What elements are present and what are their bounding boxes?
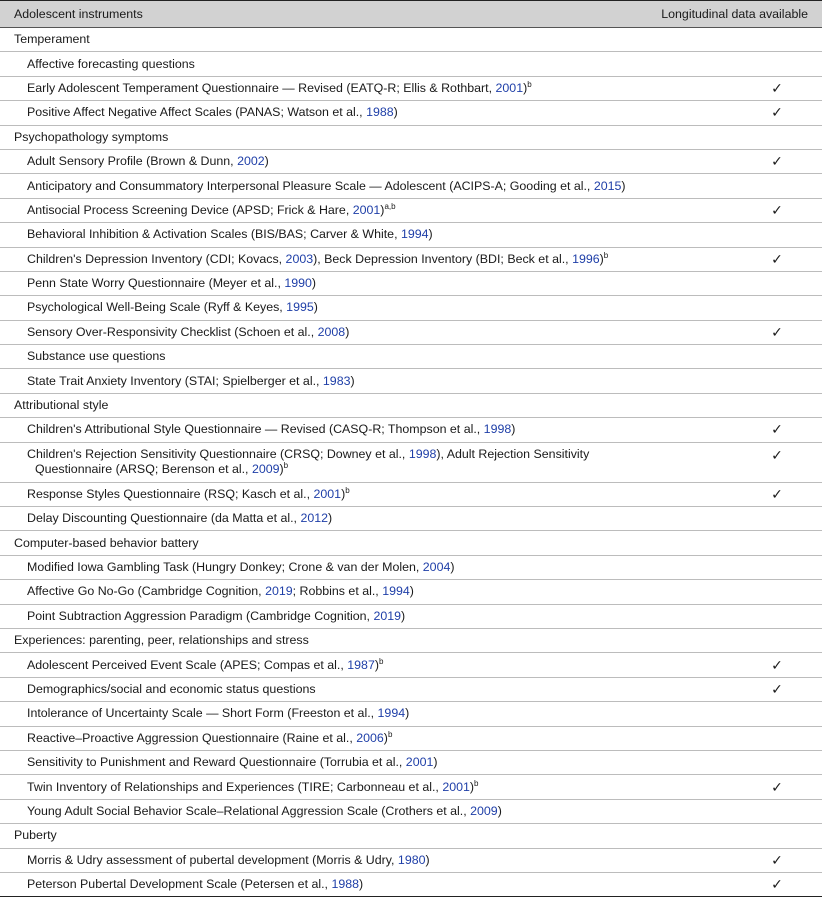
citation-year: 1996 [572,251,600,266]
instrument-row [0,223,822,247]
instrument-text: Modified Iowa Gambling Task (Hungry Donkey; Crone & van der Molen, [27,560,423,574]
instrument-text: ) [497,803,502,818]
instrument-text: Demographics/social and economic status questions [27,681,316,696]
instrument-text: ) [428,227,433,242]
checkmark-icon: ✓ [771,421,783,438]
checkmark-icon: ✓ [771,104,783,121]
footnote-marker: b [603,250,609,260]
instrument-row [0,150,822,174]
category-label: Temperament [14,32,90,47]
instrument-name [27,804,722,819]
citation-year: 2019 [373,608,402,623]
instrument-row [0,556,822,580]
instrument-text: ) [450,560,455,574]
instrument-text: ), Beck Depression Inventory (BDI; Beck et al., [313,251,573,266]
instrument-name [27,349,722,364]
citation-year: 1994 [382,584,410,599]
citation-year: 2003 [285,251,314,266]
instrument-text: Delay Discounting Questionnaire (da Matta et al., [27,511,301,526]
header-longitudinal: Longitudinal data available [661,7,808,21]
instrument-row [0,507,822,531]
instrument-row [0,873,822,897]
instrument-name [27,682,722,697]
instrument-name [27,853,722,868]
footnote-marker: b [283,460,289,470]
instrument-text: Twin Inventory of Relationships and Experiences (TIRE; Carbonneau et al., [27,779,443,794]
instrument-text: Anticipatory and Consummatory Interpersonal Pleasure Scale — Adolescent (ACIPS-A; Gooding et al., [27,178,594,193]
instrument-text: Children's Attributional Style Questionnaire — Revised (CASQ-R; Thompson et al., [27,422,484,437]
instrument-name [27,609,722,624]
instrument-row [0,248,822,272]
instrument-row [0,849,822,873]
instrument-name [27,276,722,291]
citation-year: 1994 [377,706,406,721]
citation-year: 2006 [356,730,384,745]
instrument-text: Positive Affect Negative Affect Scales (PANAS; Watson et al., [27,105,367,120]
citation-year: 1995 [286,300,314,315]
checkmark-icon: ✓ [771,851,783,868]
checkmark-icon: ✓ [771,680,783,697]
checkmark-icon: ✓ [771,485,783,502]
checkmark-icon: ✓ [771,778,783,795]
instrument-row [0,174,822,198]
instrument-name [27,154,722,169]
instrument-text: Questionnaire (ARSQ; Berenson et al., [35,461,252,476]
instrument-text: Early Adolescent Temperament Questionnaire — Revised (EATQ-R; Ellis & Rothbart, [27,80,496,95]
citation-year: 2019 [265,584,293,599]
instrument-row [0,321,822,345]
citation-year: 1980 [397,852,426,867]
footnote-marker: a,b [384,201,396,211]
instrument-text: State Trait Anxiety Inventory (STAI; Spielberger et al., [27,373,323,388]
instrument-text: Adult Sensory Profile (Brown & Dunn, [27,154,238,169]
instrument-name [27,325,722,340]
table-header [0,1,822,28]
instrument-text: ) [433,755,438,770]
instrument-row [0,345,822,369]
instrument-text: Point Subtraction Aggression Paradigm (Cambridge Cognition, [27,608,374,623]
instrument-text: ) [523,80,528,95]
checkmark-icon: ✓ [771,656,783,673]
instrument-name [27,877,722,892]
instrument-text: Behavioral Inhibition & Activation Scales (BIS/BAS; Carver & White, [27,227,401,242]
instrument-text: Affective forecasting questions [27,56,195,71]
checkmark-icon: ✓ [771,446,783,463]
instrument-text: ) [374,657,379,672]
instrument-text: Penn State Worry Questionnaire (Meyer et al., [27,276,285,291]
category-row [0,28,822,52]
instrument-row [0,52,822,76]
instrument-text: ) [621,178,626,193]
instrument-text: Adolescent Perceived Event Scale (APES; Compas et al., [27,657,348,672]
instrument-name [27,179,722,194]
instrument-text: ) [393,105,398,120]
checkmark-icon: ✓ [771,153,783,170]
instrument-text: Sensitivity to Punishment and Reward Questionnaire (Torrubia et al., [27,755,406,770]
instrument-text: Affective Go No-Go (Cambridge Cognition, [27,584,266,599]
instrument-row [0,653,822,677]
instrument-text: Antisocial Process Screening Device (APSD; Frick & Hare, [27,202,353,217]
footnote-marker: b [387,729,393,739]
category-label: Psychopathology symptoms [14,129,169,144]
footnote-marker: b [527,79,532,89]
checkmark-icon: ✓ [771,79,783,96]
instrument-text: Substance use questions [27,349,166,364]
instrument-row [0,727,822,751]
instrument-name [27,780,722,795]
instrument-row [0,296,822,320]
instrument-row [0,580,822,604]
instrument-row [0,443,822,483]
instrument-name [27,105,722,120]
instrument-name [27,300,722,315]
instrument-text: Morris & Udry assessment of pubertal development (Morris & Udry, [27,852,398,867]
instrument-text: Intolerance of Uncertainty Scale — Short Form (Freeston et al., [27,706,378,721]
instrument-name [27,658,722,673]
category-label: Puberty [14,828,57,843]
instrument-name [27,422,722,437]
citation-year: 1988 [331,877,360,892]
instrument-row [0,369,822,393]
instrument-text: ) [383,730,388,745]
instrument-text: Response Styles Questionnaire (RSQ; Kasch et al., [27,486,314,501]
instrument-row [0,605,822,629]
instrument-row [0,418,822,442]
citation-year: 2009 [251,461,280,476]
instrument-text: Children's Depression Inventory (CDI; Kovacs, [27,251,286,266]
instrument-text: ) [380,202,385,217]
instrument-name [27,447,722,477]
instrument-text: ) [345,324,350,339]
instrument-row [0,101,822,125]
table-body [0,28,822,897]
header-instruments: Adolescent instruments [14,6,143,21]
footnote-marker: b [474,778,479,788]
instrument-text: ), Adult Rejection Sensitivity [436,446,590,461]
instrument-row [0,483,822,507]
instrument-row [0,199,822,223]
citation-year: 2001 [352,202,381,217]
instrument-row [0,77,822,101]
instrument-name [27,755,722,770]
instrument-text: Reactive–Proactive Aggression Questionnaire (Raine et al., [27,730,357,745]
instrument-text: ) [359,877,364,892]
instrument-text: ) [341,486,346,501]
instrument-name [27,81,722,96]
instrument-text: Peterson Pubertal Development Scale (Petersen et al., [27,877,332,892]
instrument-name [27,487,722,502]
instrument-row [0,678,822,702]
citation-year: 2008 [317,324,346,339]
instrument-text: ) [405,706,410,721]
instrument-text: ) [311,276,317,291]
instrument-text: ) [511,422,516,437]
category-label: Computer-based behavior battery [14,535,199,550]
instrument-name [27,706,722,721]
category-label: Attributional style [14,398,109,413]
instrument-row [0,702,822,726]
instrument-name [27,731,722,746]
instrument-name [27,511,722,526]
instrument-text: ) [350,373,355,388]
category-row [0,394,822,418]
citation-year: 2001 [442,779,470,794]
citation-year: 2015 [593,178,622,193]
instrument-row [0,272,822,296]
footnote-marker: b [378,656,384,666]
citation-year: 2001 [405,755,434,770]
instrument-text: ) [425,852,430,867]
citation-year: 2012 [300,511,329,526]
instrument-text: ) [279,461,284,476]
instrument-name [27,252,722,267]
instrument-text: Young Adult Social Behavior Scale–Relational Aggression Scale (Crothers et al., [27,803,471,818]
instrument-text: Children's Rejection Sensitivity Questionnaire (CRSQ; Downey et al., [27,446,409,461]
citation-year: 2004 [422,560,451,574]
instrument-text: ) [599,251,604,266]
category-row [0,531,822,555]
citation-year: 2001 [495,80,524,95]
citation-year: 1998 [408,446,437,461]
checkmark-icon: ✓ [771,323,783,340]
category-label: Experiences: parenting, peer, relationships and stress [14,633,309,648]
instrument-name [27,374,722,389]
instrument-name [27,227,722,242]
citation-year: 1994 [400,227,429,242]
instrument-text: Psychological Well-Being Scale (Ryff & Keyes, [27,300,287,315]
citation-year: 1987 [347,657,375,672]
instrument-text: ) [264,154,269,169]
checkmark-icon: ✓ [771,876,783,893]
instrument-text: ) [401,608,406,623]
citation-year: 2002 [237,154,265,169]
footnote-marker: b [345,485,350,495]
instrument-name [27,57,722,72]
citation-year: 2001 [313,486,342,501]
citation-year: 1990 [284,276,312,291]
instrument-text: ) [313,300,318,315]
instrument-name [27,560,722,575]
checkmark-icon: ✓ [771,201,783,218]
category-row [0,629,822,653]
instrument-text: Sensory Over-Responsivity Checklist (Schoen et al., [27,324,318,339]
instrument-row [0,800,822,824]
citation-year: 1988 [366,105,394,120]
instrument-text: ) [409,584,414,599]
citation-year: 1998 [483,422,512,437]
instrument-text: ; Robbins et al., [292,584,383,599]
instrument-row [0,751,822,775]
instrument-row [0,775,822,799]
citation-year: 2009 [470,803,498,818]
category-row [0,126,822,150]
instrument-name [27,584,722,599]
instrument-text: ) [328,511,333,526]
category-row [0,824,822,848]
instrument-name [27,203,722,218]
citation-year: 1983 [322,373,351,388]
instrument-name-line2 [27,462,722,477]
checkmark-icon: ✓ [771,250,783,267]
instrument-text: ) [469,779,475,794]
